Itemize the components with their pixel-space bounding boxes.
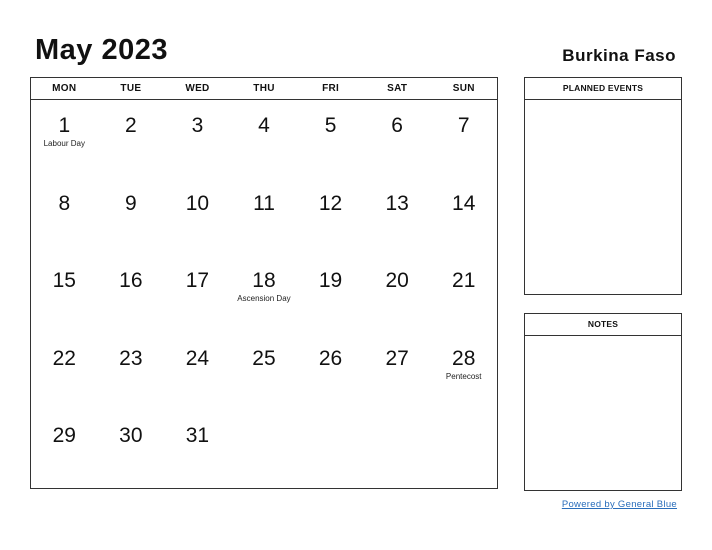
month-calendar	[30, 77, 498, 489]
day-cell	[31, 333, 98, 411]
day-number: 26	[318, 346, 343, 370]
day-cell	[297, 255, 364, 333]
notes-panel	[524, 313, 682, 491]
weekday-label: FRI	[322, 83, 340, 94]
day-number: 29	[52, 424, 76, 448]
day-number: 16	[119, 269, 143, 293]
day-cell	[297, 178, 364, 256]
holiday-label: Pentecost	[445, 371, 482, 381]
day-number: 18	[252, 269, 276, 293]
day-cell	[98, 410, 165, 488]
day-number: 19	[318, 269, 343, 293]
day-number: 11	[253, 191, 275, 215]
planned-events-panel	[524, 77, 682, 295]
day-cell	[164, 100, 231, 178]
weekday-label: WED	[185, 83, 210, 94]
day-cell	[164, 410, 231, 488]
day-cell	[98, 178, 165, 256]
day-number: 20	[385, 269, 409, 293]
day-cell	[231, 333, 298, 411]
holiday-label: Labour Day	[43, 139, 85, 148]
day-number: 21	[452, 269, 476, 293]
day-number: 22	[52, 346, 76, 370]
day-cell	[364, 255, 431, 333]
day-number: 23	[119, 346, 143, 370]
day-number: 8	[58, 191, 71, 215]
day-number: 31	[185, 424, 210, 448]
notes-heading: NOTES	[525, 314, 681, 336]
day-cell	[98, 255, 165, 333]
day-number: 30	[119, 424, 143, 448]
day-number: 2	[125, 114, 137, 137]
day-number: 24	[185, 346, 210, 370]
country-name: Burkina Faso	[562, 46, 676, 65]
day-number: 14	[452, 191, 476, 215]
day-number: 9	[125, 191, 137, 215]
day-cell	[430, 178, 497, 256]
weekday-label: THU	[253, 83, 275, 94]
day-number: 13	[385, 191, 409, 215]
planned-events-heading: PLANNED EVENTS	[525, 78, 681, 100]
day-number: 6	[391, 114, 403, 137]
day-cell	[164, 255, 231, 333]
day-number: 3	[191, 114, 204, 137]
day-cell	[297, 333, 364, 411]
day-cell	[231, 410, 298, 488]
weekday-label: SUN	[452, 83, 475, 94]
day-number: 4	[258, 114, 270, 137]
day-number: 12	[318, 191, 343, 215]
holiday-label: Ascension Day	[237, 294, 291, 304]
day-cell	[231, 100, 298, 178]
day-cell	[31, 178, 98, 256]
calendar-title: May 2023	[35, 34, 168, 66]
weekday-label: MON	[52, 83, 77, 94]
day-cell	[297, 410, 364, 488]
day-cell	[31, 255, 98, 333]
day-cell	[231, 178, 298, 256]
day-cell	[164, 333, 231, 411]
day-cell	[364, 178, 431, 256]
powered-by-link[interactable]: Powered by General Blue	[561, 499, 677, 510]
day-grid	[31, 100, 497, 488]
day-number: 17	[185, 269, 210, 293]
day-number: 15	[52, 269, 76, 293]
day-cell	[364, 410, 431, 488]
day-cell	[98, 333, 165, 411]
day-cell	[430, 100, 497, 178]
day-cell	[430, 410, 497, 488]
weekday-header-row	[31, 78, 497, 100]
day-cell	[31, 100, 98, 178]
day-cell	[231, 255, 298, 333]
day-cell	[164, 178, 231, 256]
day-cell	[430, 255, 497, 333]
day-cell	[364, 333, 431, 411]
day-cell	[430, 333, 497, 411]
day-number: 5	[324, 114, 337, 137]
day-cell	[297, 100, 364, 178]
day-number: 10	[185, 191, 210, 215]
day-cell	[98, 100, 165, 178]
day-number: 25	[252, 346, 276, 370]
day-cell	[364, 100, 431, 178]
day-number: 28	[452, 346, 476, 370]
day-number: 1	[58, 114, 71, 137]
day-number: 27	[385, 346, 409, 370]
weekday-label: TUE	[120, 83, 142, 94]
weekday-label: SAT	[387, 83, 408, 94]
day-cell	[31, 410, 98, 488]
day-number: 7	[457, 114, 470, 137]
